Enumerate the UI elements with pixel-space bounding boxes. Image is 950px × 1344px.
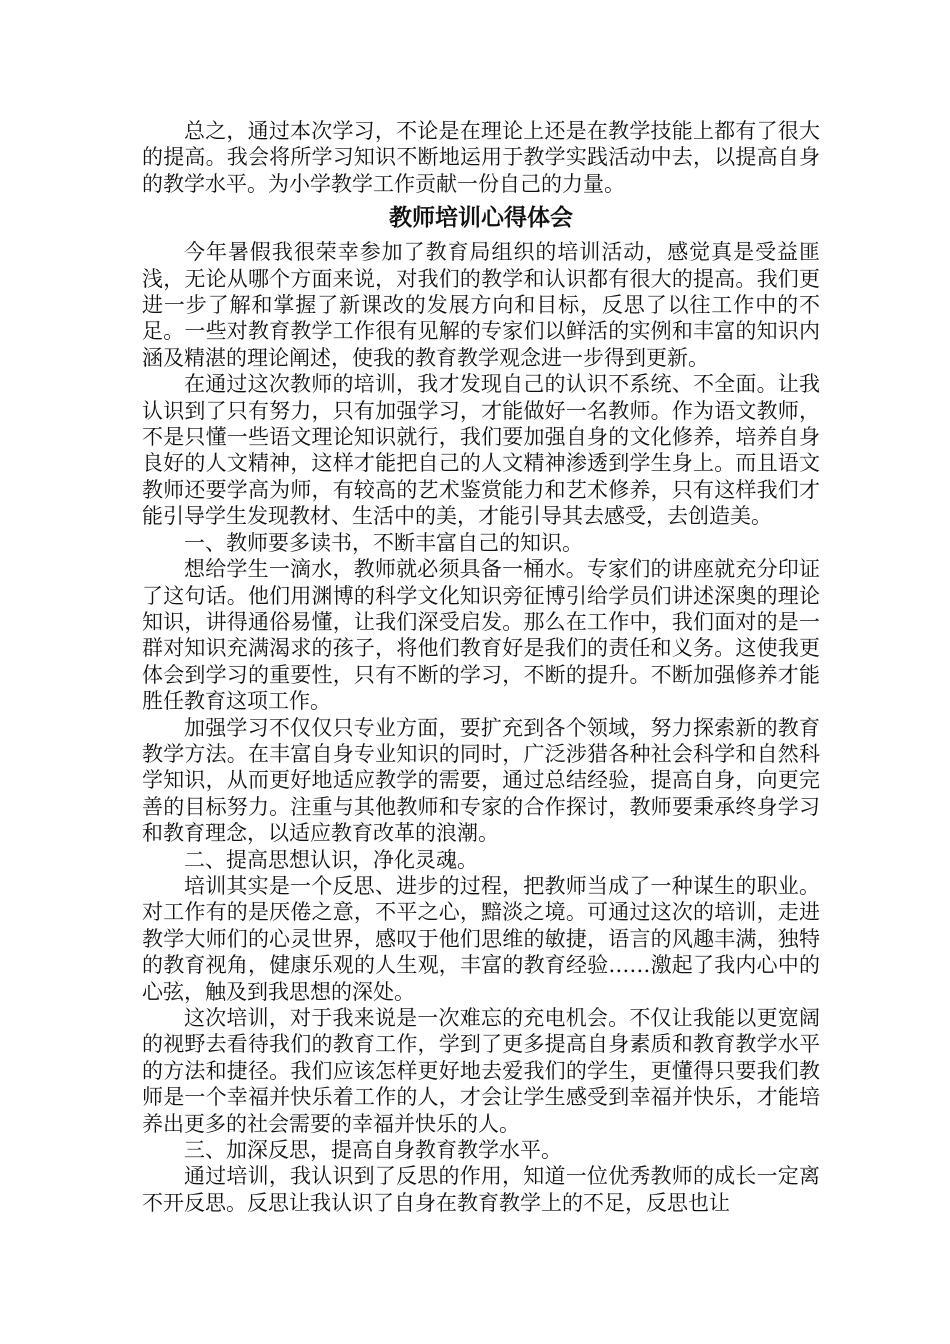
paragraph-2: 在通过这次教师的培训，我才发现自己的认识不系统、不全面。让我认识到了只有努力，只有加强学习，才能做好一名教师。作为语文教师，不是只懂一些语文理论知识就行，我们要加强自身的文化修养，培养自身良好的人文精神，这样才能把自己的人文精神渗透到学生身上。而且语文教师还要学高为师，有较高的艺术鉴赏能力和艺术修养，只有这样我们才能引导学生发现教材、生活中的美，才能引导其去感受，去创造美。 xyxy=(142,372,820,529)
paragraph-5: 培训其实是一个反思、进步的过程，把教师当成了一种谋生的职业。对工作有的是厌倦之意，不平之心，黯淡之境。可通过这次的培训，走进教学大师们的心灵世界，感叹于他们思维的敏捷，语言的风趣丰满，独特的教育视角，健康乐观的人生观，丰富的教育经验……激起了我内心中的心弦，触及到我思想的深处。 xyxy=(142,873,820,1004)
paragraph-4: 加强学习不仅仅只专业方面，要扩充到各个领域，努力探索新的教育教学方法。在丰富自身专业知识的同时，广泛涉猎各种社会科学和自然科学知识，从而更好地适应教学的需要，通过总结经验，提高自身，向更完善的目标努力。注重与其他教师和专家的合作探讨，教师要秉承终身学习和教育理念，以适应教育改革的浪潮。 xyxy=(142,715,820,846)
section-heading-2: 二、提高思想认识，净化灵魂。 xyxy=(184,847,478,872)
paragraph-6: 这次培训，对于我来说是一次难忘的充电机会。不仅让我能以更宽阔的视野去看待我们的教育工作，学到了更多提高自身素质和教育教学水平的方法和捷径。我们应该怎样更好地去爱我们的学生，更懂得只要我们教师是一个幸福并快乐着工作的人，才会让学生感受到幸福并快乐，才能培养出更多的社会需要的幸福并快乐的人。 xyxy=(142,1006,820,1136)
document-page xyxy=(142,118,820,1216)
paragraph-3: 想给学生一滴水，教师就必须具备一桶水。专家们的讲座就充分印证了这句话。他们用渊博的科学文化知识旁征博引给学员们讲述深奥的理论知识，讲得通俗易懂，让我们深受启发。那么在工作中，我们面对的是一群对知识充满渴求的孩子，将他们教育好是我们的责任和义务。这使我更体会到学习的重要性，只有不断的学习，不断的提升。不断加强修养才能胜任教育这项工作。 xyxy=(142,557,820,714)
section-heading-1: 一、教师要多读书，不断丰富自己的知识。 xyxy=(184,530,583,555)
document-title: 教师培训心得体会 xyxy=(389,204,573,232)
section-heading-3: 三、加深反思，提高自身教育教学水平。 xyxy=(184,1138,562,1163)
paragraph-7: 通过培训，我认识到了反思的作用，知道一位优秀教师的成长一定离不开反思。反思让我认识了自身在教育教学上的不足，反思也让 xyxy=(142,1164,820,1215)
intro-paragraph: 总之，通过本次学习，不论是在理论上还是在教学技能上都有了很大的提高。我会将所学习知识不断地运用于教学实践活动中去，以提高自身的教学水平。为小学教学工作贡献一份自己的力量。 xyxy=(142,119,820,196)
paragraph-1: 今年暑假我很荣幸参加了教育局组织的培训活动，感觉真是受益匪浅，无论从哪个方面来说，对我们的教学和认识都有很大的提高。我们更进一步了解和掌握了新课改的发展方向和目标，反思了以往工作中的不足。一些对教育教学工作很有见解的专家们以鲜活的实例和丰富的知识内涵及精湛的理论阐述，使我的教育教学观念进一步得到更新。 xyxy=(142,240,820,370)
